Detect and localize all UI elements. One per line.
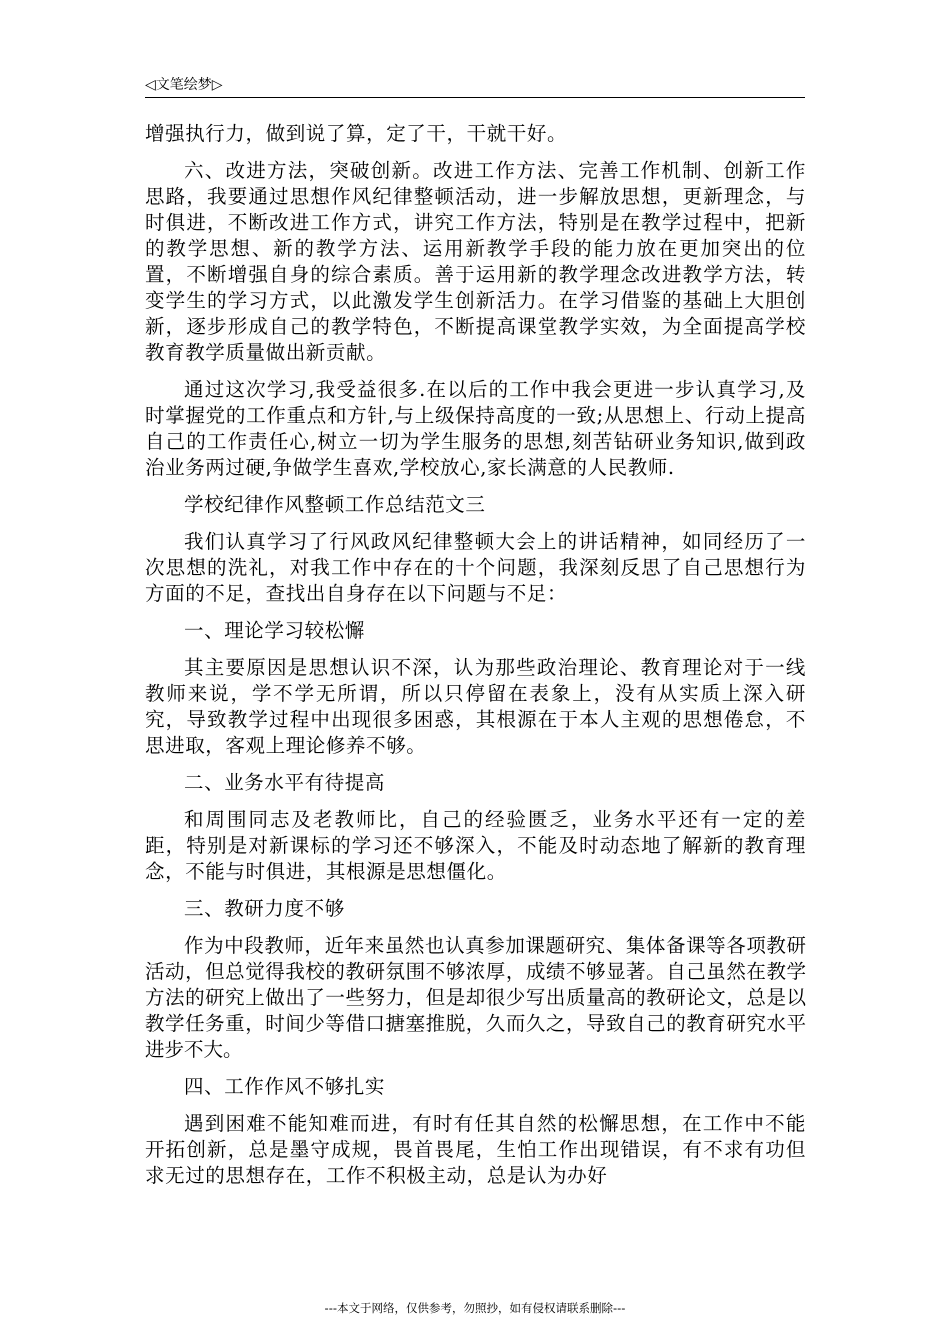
paragraph-teaching-research: 作为中段教师，近年来虽然也认真参加课题研究、集体备课等各项教研活动，但总觉得我校的教研氛围不够浓厚，成绩不够显著。自己虽然在教学方法的研究上做出了一些努力，但是却很少写出质量高的教研论文，总是以教学任务重，时间少等借口搪塞推脱，久而久之，导致自己的教育研究水平进步不大。 xyxy=(145,934,806,1061)
page-header xyxy=(145,76,805,98)
paragraph-improve-methods: 六、改进方法，突破创新。改进工作方法、完善工作机制、创新工作思路，我要通过思想作风纪律整顿活动，进一步解放思想，更新理念，与时俱进，不断改进工作方式，讲究工作方法，特别是在教学过程中，把新的教学思想、新的教学方法、运用新教学手段的能力放在更加突出的位置，不断增强自身的综合素质。善于运用新的教学理念改进教学方法，转变学生的学习方式，以此激发学生创新活力。在学习借鉴的基础上大胆创新，逐步形成自己的教学特色，不断提高课堂教学实效，为全面提高学校教育教学质量做出新贡献。 xyxy=(145,159,806,364)
document-body xyxy=(145,121,806,1200)
heading-theory-study: 一、理论学习较松懈 xyxy=(184,619,365,642)
heading-business-level: 二、业务水平有待提高 xyxy=(184,771,386,794)
paragraph-continuation: 增强执行力，做到说了算，定了干，干就干好。 xyxy=(145,122,568,145)
paragraph-study-benefit: 通过这次学习,我受益很多.在以后的工作中我会更进一步认真学习,及时掌握党的工作重点和方针,与上级保持高度的一致;从思想上、行动上提高自己的工作责任心,树立一切为学生服务的思想,刻苦钻研业务知识,做到政治业务两过硬,争做学生喜欢,学校放心,家长满意的人民教师. xyxy=(145,378,806,479)
heading-work-style: 四、工作作风不够扎实 xyxy=(184,1075,386,1098)
header-title: ◁文笔绘梦▷ xyxy=(145,77,223,93)
paragraph-reflection-intro: 我们认真学习了行风政风纪律整顿大会上的讲话精神，如同经历了一次思想的洗礼，对我工作中存在的十个问题，我深刻反思了自己思想行为方面的不足，查找出自身存在以下问题与不足： xyxy=(145,530,806,605)
section-heading-summary-three: 学校纪律作风整顿工作总结范文三 xyxy=(184,493,486,516)
heading-teaching-research: 三、教研力度不够 xyxy=(184,897,345,920)
page-footer xyxy=(0,1300,950,1316)
footer-disclaimer: ---本文于网络，仅供参考，勿照抄，如有侵权请联系删除--- xyxy=(324,1301,626,1315)
paragraph-work-style: 遇到困难不能知难而进，有时有任其自然的松懈思想，在工作中不能开拓创新，总是墨守成规，畏首畏尾，生怕工作出现错误，有不求有功但求无过的思想存在，工作不积极主动，总是认为办好 xyxy=(145,1112,806,1187)
paragraph-business-level: 和周围同志及老教师比，自己的经验匮乏，业务水平还有一定的差距，特别是对新课标的学习还不够深入，不能及时动态地了解新的教育理念，不能与时俱进，其根源是思想僵化。 xyxy=(145,808,806,883)
paragraph-theory-study: 其主要原因是思想认识不深，认为那些政治理论、教育理论对于一线教师来说，学不学无所谓，所以只停留在表象上，没有从实质上深入研究，导致教学过程中出现很多困惑，其根源在于本人主观的思想倦怠，不思进取，客观上理论修养不够。 xyxy=(145,656,806,757)
